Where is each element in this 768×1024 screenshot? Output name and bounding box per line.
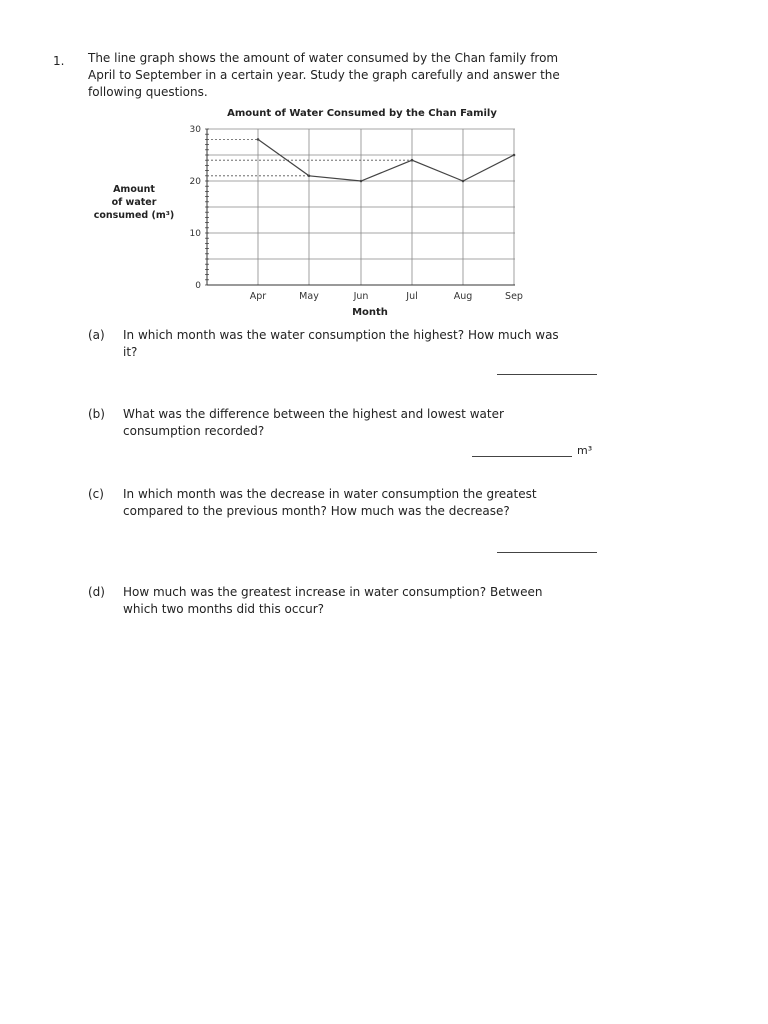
x-tick-label: May: [299, 291, 319, 302]
part-letter: (d): [88, 585, 105, 599]
y-axis-label-line: of water: [111, 197, 157, 208]
y-tick-label: 30: [189, 125, 201, 135]
data-point: [411, 159, 414, 162]
y-tick-label: 0: [195, 281, 201, 291]
part-text: In which month was the decrease in water consumption the greatest compared to the previous month? How much was the decrease?: [123, 487, 537, 518]
line-chart: [0, 0, 768, 330]
part-text: How much was the greatest increase in water consumption? Between which two months did this occur?: [123, 585, 543, 616]
chart-title: Amount of Water Consumed by the Chan Family: [227, 108, 497, 119]
y-axis-label-line: consumed (m³): [93, 210, 175, 221]
data-point: [462, 180, 465, 183]
answer-line-a[interactable]: [497, 374, 597, 375]
part-text: In which month was the water consumption the highest? How much was it?: [123, 328, 559, 359]
x-tick-label: Apr: [249, 291, 267, 302]
x-tick-label: Aug: [453, 291, 473, 302]
y-tick-label: 20: [189, 177, 201, 187]
x-tick-label: Jun: [353, 291, 369, 302]
part-text: What was the difference between the highest and lowest water consumption recorded?: [123, 407, 504, 438]
y-tick-label: 10: [189, 229, 201, 239]
data-point: [513, 154, 516, 157]
part-letter: (a): [88, 328, 105, 342]
data-point: [257, 138, 260, 141]
data-point: [308, 175, 311, 178]
question-intro: The line graph shows the amount of water consumed by the Chan family from April to September in a certain year. Study the graph carefully and answer the following questions.: [88, 51, 560, 99]
unit-label: m³: [577, 444, 593, 457]
x-tick-label: Sep: [505, 291, 523, 302]
answer-line-b[interactable]: [472, 456, 572, 457]
data-point: [360, 180, 363, 183]
x-axis-label: Month: [352, 307, 388, 318]
part-letter: (c): [88, 487, 104, 501]
question-number: 1.: [53, 54, 65, 68]
x-tick-label: Jul: [406, 291, 418, 302]
answer-line-c[interactable]: [497, 552, 597, 553]
part-letter: (b): [88, 407, 105, 421]
y-axis-label-line: Amount: [113, 184, 155, 195]
